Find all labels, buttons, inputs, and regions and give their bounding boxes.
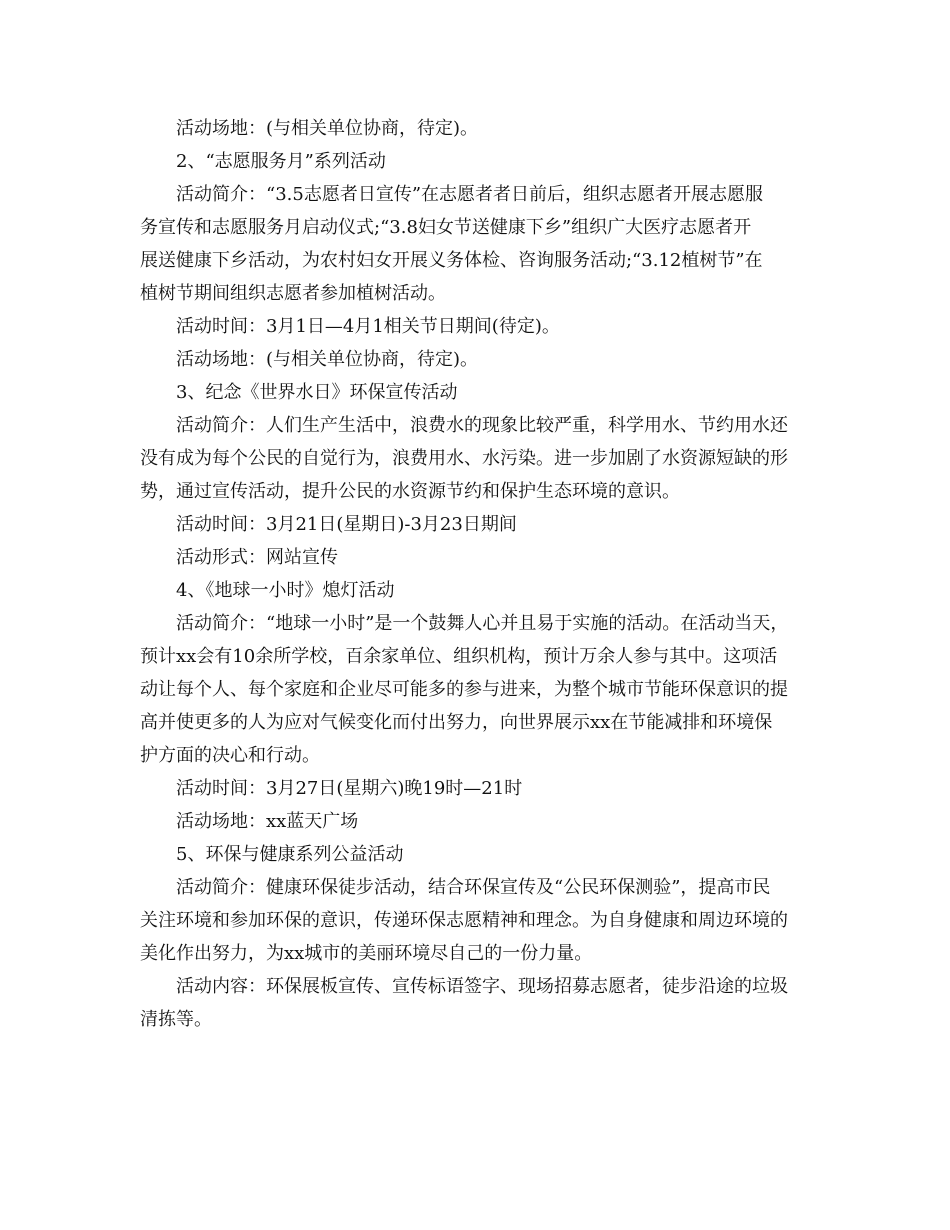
text-line: 清拣等。 — [140, 1009, 212, 1030]
text-line: 活动时间：3月27日(星期六)晚19时—21时 — [176, 778, 523, 799]
section-heading: 4、《地球一小时》熄灯活动 — [176, 580, 395, 601]
text-line: 活动简介：健康环保徒步活动，结合环保宣传及“公民环保测验”，提高市民 — [176, 877, 771, 898]
text-line: 展送健康下乡活动，为农村妇女开展义务体检、咨询服务活动;“3.12植树节”在 — [140, 250, 763, 271]
text-line: 活动时间：3月21日(星期日)-3月23日期间 — [176, 514, 517, 535]
text-line: 务宣传和志愿服务月启动仪式;“3.8妇女节送健康下乡”组织广大医疗志愿者开 — [140, 217, 752, 238]
text-line: 活动简介：人们生产生活中，浪费水的现象比较严重，科学用水、节约用水还 — [176, 415, 788, 436]
text-line: 活动内容：环保展板宣传、宣传标语签字、现场招募志愿者，徒步沿途的垃圾 — [176, 976, 788, 997]
text-line: 高并使更多的人为应对气候变化而付出努力，向世界展示xx在节能减排和环境保 — [140, 712, 773, 733]
text-line: 预计xx会有10余所学校，百余家单位、组织机构，预计万余人参与其中。这项活 — [140, 646, 778, 667]
text-line: 活动时间：3月1日—4月1相关节日期间(待定)。 — [176, 316, 560, 337]
text-line: 美化作出努力，为xx城市的美丽环境尽自己的一份力量。 — [140, 943, 593, 964]
text-line: 活动形式：网站宣传 — [176, 547, 338, 568]
section-heading: 3、纪念《世界水日》环保宣传活动 — [176, 382, 458, 403]
section-heading: 5、环保与健康系列公益活动 — [176, 844, 404, 865]
text-line: 植树节期间组织志愿者参加植树活动。 — [140, 283, 446, 304]
text-line: 动让每个人、每个家庭和企业尽可能多的参与进来，为整个城市节能环保意识的提 — [140, 679, 788, 700]
section-heading: 2、“志愿服务月”系列活动 — [176, 151, 386, 172]
text-line: 活动场地：xx蓝天广场 — [176, 811, 359, 832]
document-body — [140, 112, 824, 1036]
text-line: 活动场地：(与相关单位协商，待定)。 — [176, 118, 479, 139]
text-line: 势，通过宣传活动，提升公民的水资源节约和保护生态环境的意识。 — [140, 481, 680, 502]
text-line: 护方面的决心和行动。 — [140, 745, 320, 766]
text-line: 没有成为每个公民的自觉行为，浪费用水、水污染。进一步加剧了水资源短缺的形 — [140, 448, 788, 469]
text-line: 活动简介：“地球一小时”是一个鼓舞人心并且易于实施的活动。在活动当天， — [176, 613, 789, 634]
text-line: 关注环境和参加环保的意识，传递环保志愿精神和理念。为自身健康和周边环境的 — [140, 910, 788, 931]
text-line: 活动简介：“3.5志愿者日宣传”在志愿者者日前后，组织志愿者开展志愿服 — [176, 184, 764, 205]
text-line: 活动场地：(与相关单位协商，待定)。 — [176, 349, 479, 370]
